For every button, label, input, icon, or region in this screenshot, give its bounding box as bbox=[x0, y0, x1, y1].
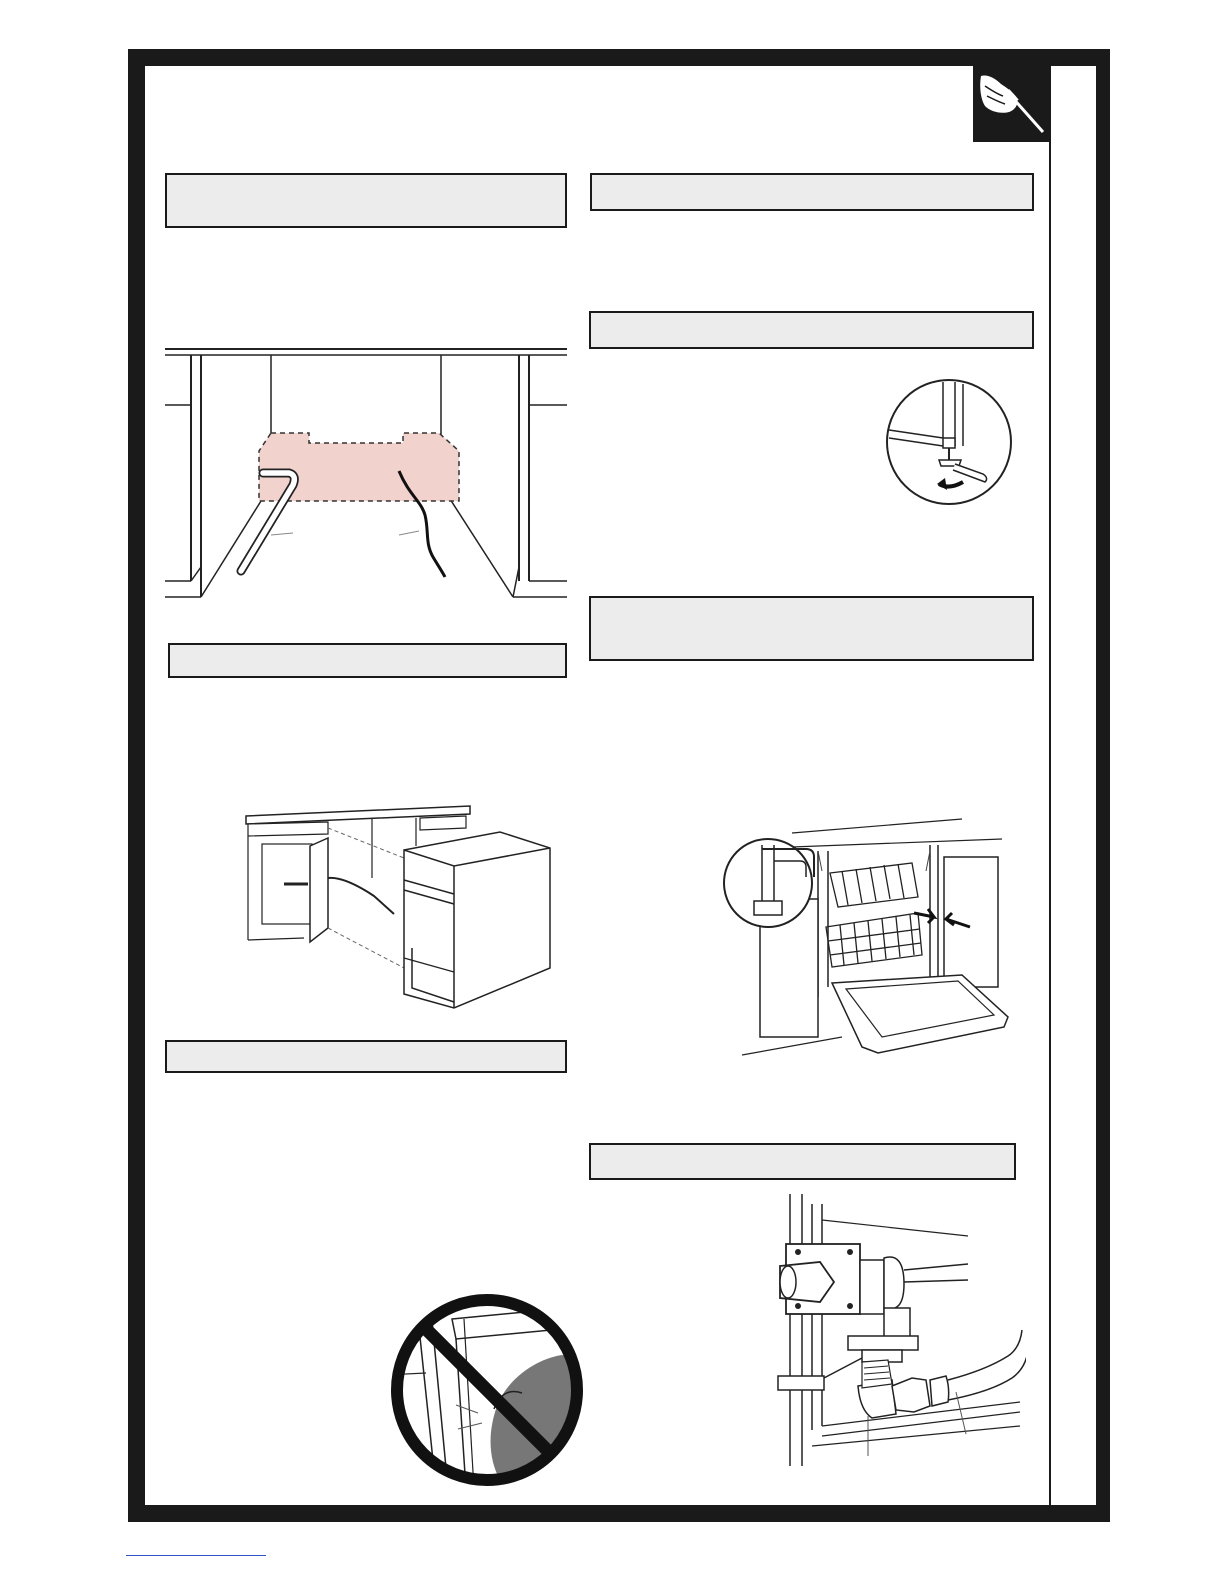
section-header-1 bbox=[165, 173, 567, 228]
section-header-5 bbox=[589, 596, 1034, 661]
section-header-2 bbox=[590, 173, 1034, 211]
hand-screwdriver-icon bbox=[973, 66, 1049, 142]
section-header-3 bbox=[589, 311, 1034, 349]
footer-link[interactable] bbox=[126, 1555, 266, 1556]
section-header-4 bbox=[168, 643, 567, 678]
chapter-tab bbox=[973, 66, 1049, 142]
leveling-leg-illustration bbox=[883, 378, 1015, 506]
open-dishwasher-illustration bbox=[722, 815, 1012, 1060]
side-strip bbox=[1051, 66, 1096, 1505]
water-valve-illustration bbox=[776, 1190, 1026, 1466]
no-touch-warning-illustration bbox=[386, 1289, 588, 1491]
section-header-6 bbox=[165, 1040, 567, 1073]
dishwasher-install-illustration bbox=[244, 798, 556, 1016]
section-header-7 bbox=[589, 1143, 1016, 1180]
cabinet-opening-illustration bbox=[163, 345, 569, 605]
